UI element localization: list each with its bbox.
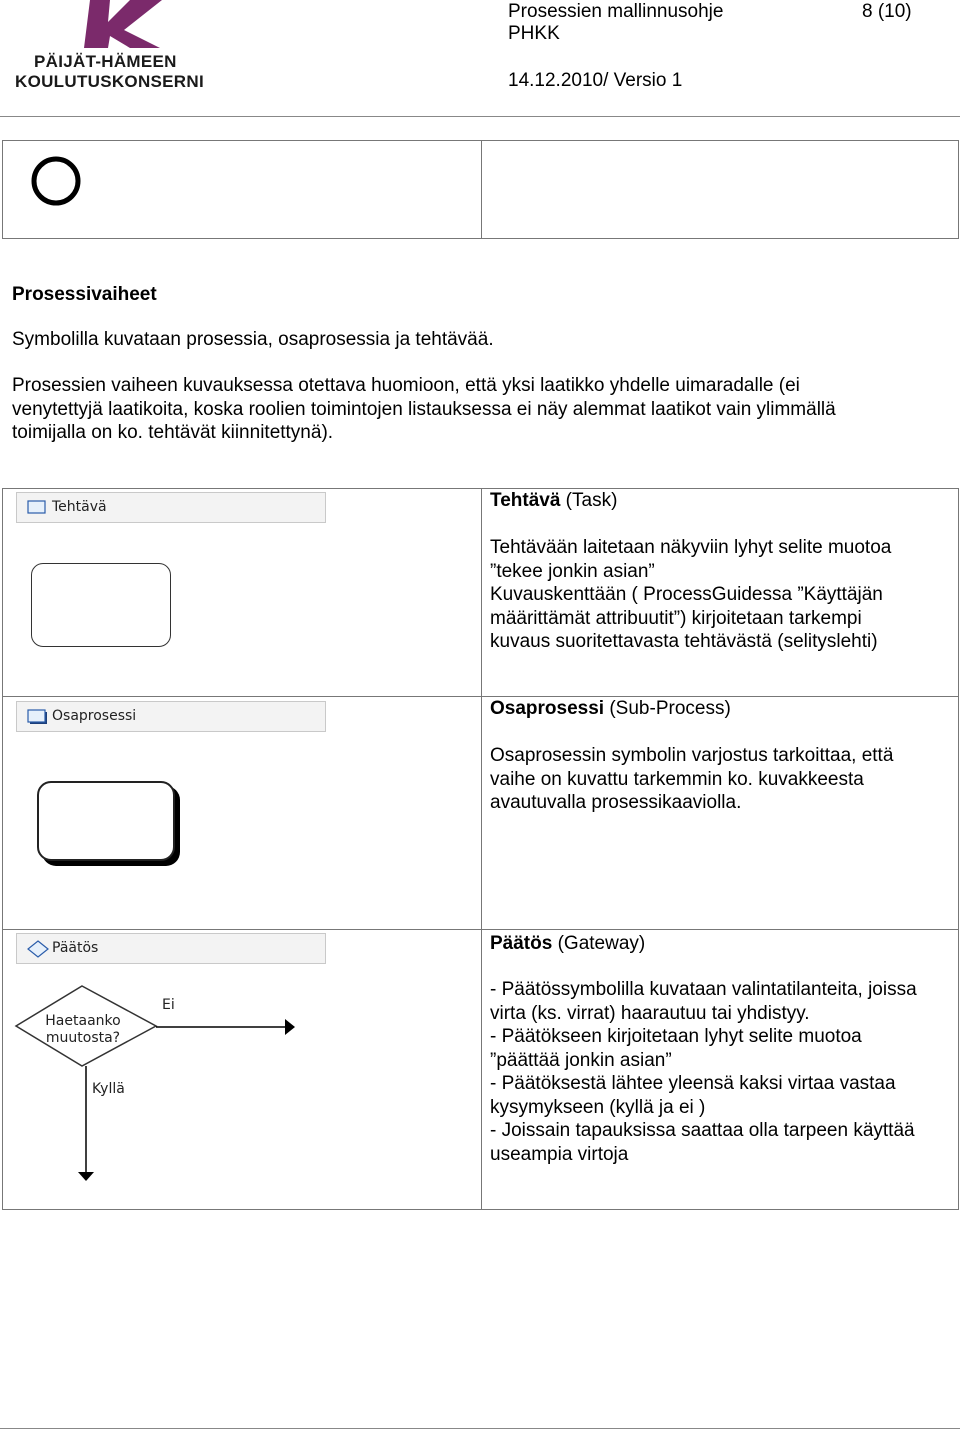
yes-flow-arrowhead-icon (78, 1172, 94, 1181)
subprocess-icon (27, 709, 49, 727)
logo-mark (12, 0, 217, 50)
row-line: määrittämät attribuutit”) kirjoitetaan tarkempi (490, 607, 862, 629)
end-event-circle-icon (27, 151, 87, 211)
row-description-gateway (490, 932, 954, 1166)
row-line: useampia virtoja (490, 1143, 629, 1165)
row-line: Osaprosessin symbolin varjostus tarkoittaa, että (490, 745, 894, 766)
row-line: virta (ks. virrat) haarautuu tai yhdistyy. (490, 1002, 810, 1024)
task-shape (31, 563, 171, 647)
row-title (490, 932, 954, 956)
date-version: 14.12.2010/ Versio 1 (508, 70, 683, 91)
paragraph-line: Prosessien vaiheen kuvauksessa otettava huomioon, että yksi laatikko yhdelle uimaradalle (ei (12, 375, 800, 396)
table-row-divider (3, 929, 958, 930)
row-line: kysymykseen (kyllä ja ei ) (490, 1096, 706, 1118)
no-label: Ei (162, 997, 175, 1013)
row-title-main: Tehtävä (490, 490, 561, 511)
palette-label: Päätös (52, 940, 99, 956)
gateway-question (36, 1013, 130, 1047)
table-divider (481, 141, 482, 238)
org-name: PHKK (508, 23, 560, 44)
gateway-icon (27, 940, 49, 958)
yes-label: Kyllä (92, 1081, 125, 1097)
section-intro: Symbolilla kuvataan prosessia, osaprosessia ja tehtävää. (12, 329, 494, 350)
row-line: - Päätökseen kirjoitetaan lyhyt selite muotoa (490, 1026, 862, 1047)
row-description-subprocess (490, 697, 952, 815)
footer-rule (0, 1428, 960, 1429)
paragraph-line: toimijalla on ko. tehtävät kiinnitettynä). (12, 422, 334, 443)
logo-line-2: KOULUTUSKONSERNI (15, 72, 204, 91)
row-title-main: Päätös (490, 933, 553, 954)
row-title-suffix: (Sub-Process) (604, 698, 731, 719)
palette-label: Osaprosessi (52, 708, 137, 724)
row-line: - Joissain tapauksissa saattaa olla tarpeen käyttää (490, 1120, 915, 1141)
logo (12, 0, 217, 95)
row-line: vaihe on kuvattu tarkemmin ko. kuvakkeesta (490, 768, 864, 790)
palette-button-task[interactable] (16, 492, 326, 523)
row-title (490, 489, 952, 513)
row-line: Kuvauskenttään ( ProcessGuidessa ”Käyttäjän (490, 584, 883, 605)
no-flow-arrowhead-icon (285, 1019, 295, 1035)
palette-button-subprocess[interactable] (16, 701, 326, 732)
task-icon (27, 500, 47, 516)
page-number: 8 (10) (862, 1, 912, 22)
logo-line-1: PÄIJÄT-HÄMEEN (34, 52, 177, 71)
header-rule (0, 116, 960, 117)
row-title (490, 697, 952, 721)
row-line: ”päättää jonkin asian” (490, 1049, 672, 1071)
row-line: ”tekee jonkin asian” (490, 560, 655, 582)
top-symbol-table (2, 140, 959, 239)
paragraph-line: venytettyjä laatikoita, koska roolien toimintojen listauksessa ei näy alemmat laatikot vain ylimmällä (12, 398, 836, 420)
doc-title: Prosessien mallinnusohje (508, 1, 724, 22)
row-title-suffix: (Task) (560, 490, 618, 511)
gateway-question-line: Haetaanko (45, 1013, 121, 1029)
row-title-main: Osaprosessi (490, 698, 605, 719)
subprocess-shape (37, 781, 175, 861)
row-line: avautuvalla prosessikaaviolla. (490, 792, 742, 813)
row-description-task (490, 489, 952, 654)
row-line: - Päätöksestä lähtee yleensä kaksi virtaa vastaa (490, 1073, 896, 1094)
section-paragraph (12, 374, 952, 445)
palette-button-gateway[interactable] (16, 933, 326, 964)
section-heading: Prosessivaiheet (12, 284, 157, 305)
palette-label: Tehtävä (52, 499, 107, 515)
row-title-suffix: (Gateway) (552, 933, 646, 954)
gateway-diagram (10, 980, 310, 1185)
row-line: Tehtävään laitetaan näkyviin lyhyt selite muotoa (490, 537, 892, 558)
table-column-divider (481, 489, 482, 1209)
row-line: kuvaus suoritettavasta tehtävästä (selityslehti) (490, 631, 878, 652)
gateway-question-line: muutosta? (45, 1030, 121, 1046)
row-line: - Päätössymbolilla kuvataan valintatilanteita, joissa (490, 979, 917, 1000)
